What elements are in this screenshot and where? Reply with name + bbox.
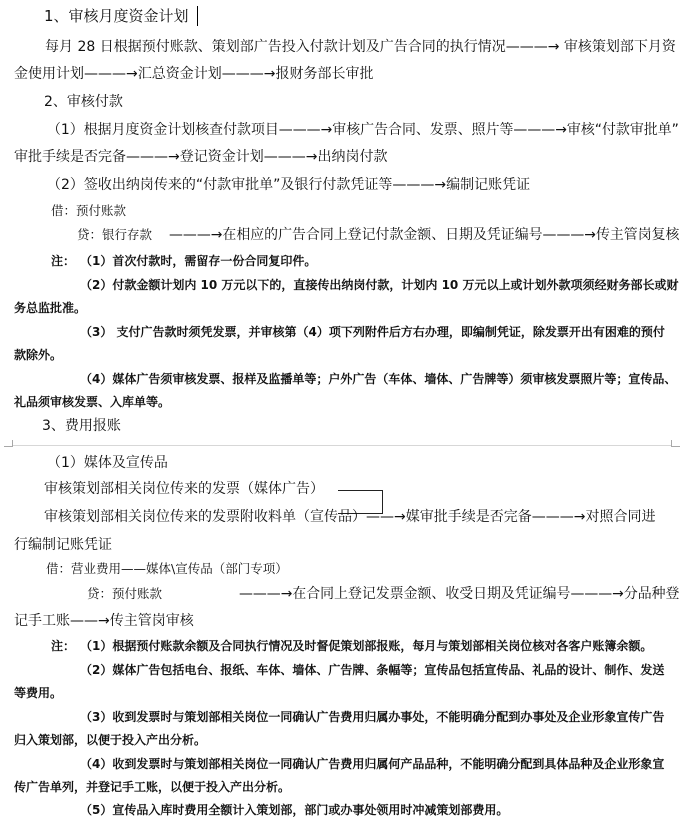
page-break-separator: [0, 440, 683, 452]
text-cursor: [197, 6, 198, 26]
note-1-item-1: （1）首次付款时，需留存一份合同复印件。: [80, 254, 317, 268]
paragraph-1-line-2: 金使用计划———→汇总资金计划———→报财务部长审批: [14, 66, 374, 82]
note-2-item-4-line-2: 传广告单列，并登记手工账，以便于投入产出分析。: [14, 780, 291, 794]
credit-entry-2: 贷：预付账款: [87, 586, 163, 601]
note-2-item-3-line-2: 归入策划部，以便于投入产出分析。: [14, 733, 207, 747]
note-1-item-2-line-1: （2）付款金额计划内 10 万元以下的，直接传出纳岗付款，计划内 10 万元以上或计划外款项须经财务部长或财: [80, 278, 679, 292]
note-2-item-1: （1）根据预付账款余额及合同执行情况及时督促策划部报账，每月与策划部相关岗位核对各客户账簿余额。: [80, 639, 653, 653]
note-1-item-4-line-2: 礼品须审核发票、入库单等。: [14, 395, 171, 409]
paragraph-3-line-1: 审核策划部相关岗位传来的发票（媒体广告）: [44, 481, 324, 497]
note-2-item-2-line-1: （2）媒体广告包括电台、报纸、车体、墙体、广告牌、条幅等；宣传品包括宣传品、礼品的设计、制作、发送: [80, 663, 665, 677]
credit-entry-1: 贷：银行存款: [77, 227, 153, 242]
note-1-label: 注：: [51, 254, 76, 268]
credit-entry-2-flow: ———→在合同上登记发票金额、收受日期及凭证编号———→分品种登: [239, 586, 680, 602]
paragraph-1-line-1: 每月 28 日根据预付账款、策划部广告投入付款计划及广告合同的执行情况———→ 审核策划部下月资: [45, 39, 676, 55]
paragraph-3-subheading: （1）媒体及宣传品: [47, 455, 168, 471]
heading-3: 3、费用报账: [42, 418, 121, 434]
note-1-item-2-line-2: 务总监批准。: [14, 301, 87, 315]
paragraph-2-line-1: （1）根据月度资金计划核查付款项目———→审核广告合同、发票、照片等———→审核“付款审批单”: [47, 122, 679, 138]
paragraph-3-line-3: 行编制记账凭证: [14, 537, 112, 553]
debit-entry-2: 借：营业费用——媒体\宣传品（部门专项）: [46, 561, 288, 576]
note-2-item-3-line-1: （3）收到发票时与策划部相关岗位一同确认广告费用归属办事处，不能明确分配到办事处及企业形象宣传广告: [80, 710, 665, 724]
note-1-item-3-line-2: 款除外。: [14, 348, 63, 362]
note-1-item-4-line-1: （4）媒体广告须审核发票、报样及监播单等；户外广告（车体、墙体、广告牌等）须审核发票照片等；宣传品、: [80, 372, 677, 386]
note-2-label: 注：: [51, 639, 76, 653]
note-1-item-3-line-1: （3） 支付广告款时须凭发票，并审核第（4）项下列附件后方右办理，即编制凭证，除发票开出有困难的预付: [80, 325, 665, 339]
paragraph-2-line-3: （2）签收出纳岗传来的“付款审批单”及银行付款凭证等———→编制记账凭证: [47, 177, 531, 193]
paragraph-2-line-2: 审批手续是否完备———→登记资金计划———→出纳岗付款: [14, 149, 388, 165]
note-2-item-4-line-1: （4）收到发票时与策划部相关岗位一同确认广告费用归属何产品品种，不能明确分配到具体品种及企业形象宣: [80, 757, 665, 771]
heading-2: 2、审核付款: [44, 94, 123, 110]
credit-entry-1-flow: ———→在相应的广告合同上登记付款金额、日期及凭证编号———→传主管岗复核: [169, 227, 680, 243]
note-2-item-2-line-2: 等费用。: [14, 686, 63, 700]
note-2-item-5: （5）宣传品入库时费用全额计入策划部，部门或办事处领用时冲减策划部费用。: [80, 803, 509, 817]
debit-entry-1: 借：预付账款: [51, 203, 127, 218]
heading-1: 1、审核月度资金计划: [44, 7, 189, 25]
paragraph-3-line-4: 记手工账——→传主管岗审核: [14, 613, 194, 629]
paragraph-3-line-2: 审核策划部相关岗位传来的发票附收料单（宣传品）——→媒审批手续是否完备———→对照合同进: [44, 509, 656, 525]
